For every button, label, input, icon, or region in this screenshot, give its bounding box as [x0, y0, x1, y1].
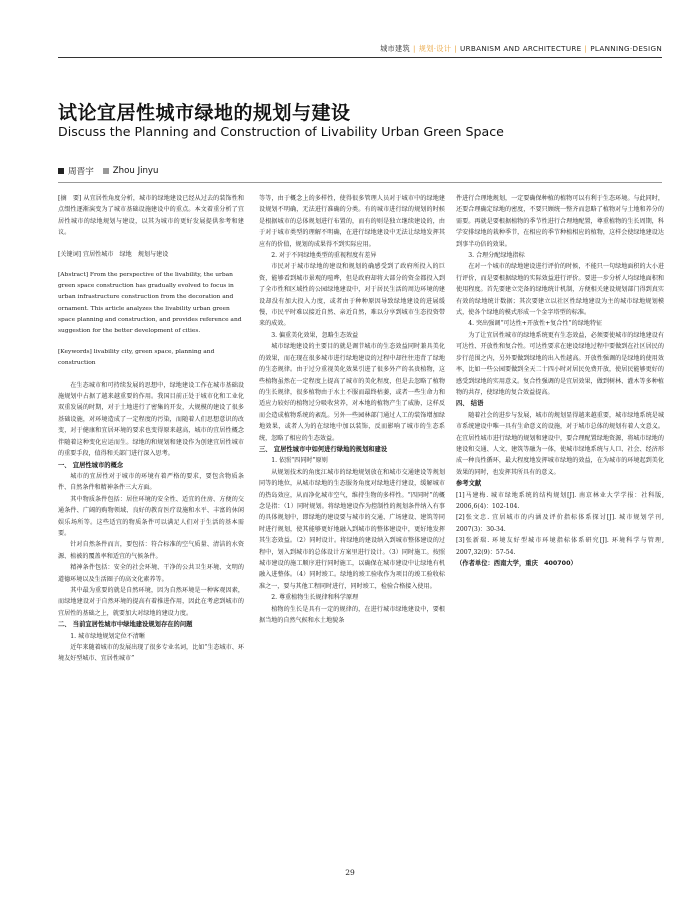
- article-title-cn: 试论宜居性城市绿地的规划与建设: [58, 102, 351, 124]
- section-heading: 三、 宜居性城市中如何进行绿地的规划和建设: [259, 445, 388, 453]
- sub-heading: 1. 城市绿地规划定位不清晰: [70, 632, 145, 640]
- header-subsection-cn: 规划·设计: [418, 44, 452, 53]
- sub-heading: 3. 合理分配绿地指标: [468, 252, 525, 260]
- intro-paragraph: 在生态城市和可持续发展的思想中，绿地建设工作在城市基础设施规划中占据了越来越重要的作用。我国目前正处于城市化和工业化双重发展的时期，对于土地进行了密集的开发，大规模的建设了很多基础设施，对环境造成了一定程度的污染，而随着人们思想意识的改变，对于健康和宜居环境的要求也变得原来越高，城市的宜居性概念伴随着这种变化应运而生。绿地的和规划和建设作为创建宜居性城市的重要手段，值得和关部门进行深入思考。: [58, 381, 244, 458]
- references-heading: 参考文献: [456, 480, 482, 488]
- body-paragraph: 等等，由于概念上的多样性，使得很多管理人员对于城市中的绿地建设规划不明确，无法进行准确的分类。有的城市进行绿的规划的时候是根据城市的总体规划进行布置的，而有的则是独立继续建设的，由于对于城市类型的理解不明确，在进行绿地建设中无法让绿地发挥其应有的价值，规划的成果得不到实际应用。: [259, 195, 445, 248]
- header-separator: |: [413, 44, 416, 53]
- keywords-cn: [关键词] 宜居性城市 绿地 规划与建设: [58, 250, 169, 258]
- reference-item: [2]张文忠. 宜居城市的内涵及评价指标体系探讨[J]. 城市规划学刊, 2007(3)：30-34.: [456, 514, 664, 533]
- sub-heading: 2. 对于不同绿地类型的重视程度有差异: [271, 252, 377, 260]
- section-heading: 二、 当前宜居性城市中绿地建设规划存在的问题: [58, 621, 193, 629]
- square-bullet-icon: [58, 168, 64, 174]
- body-paragraph: 其中物质条件包括：居住环境的安全性、适宜的住房、方便的交通条件、广阔的购物领域、良好的教育医疗设施和水平、丰富的休闲娱乐场所等。这些适宜的物质条件可以满足人们对于生活的基本需要。: [58, 495, 244, 537]
- body-paragraph: 城市绿地建设的主要目的就是调节城市的生态效益同时兼具美化的效果，而在现在很多城市进行绿地建设的过程中却往往违背了绿地的生态规律。由于过分重视美化效果引进了很多外产的名贵植物，这些植物虽然在一定程度上提高了城市的美化程度，但是去忽略了植物的生长规律，很多植物由于水土不服而最终枯萎，或者一些生命力和适应力较好的植物过分吸收营养，对本地的植物产生了威胁，这样反而会造成植物系统的紊乱。另外一些园林部门通过人工的装饰增加绿地效果，或者人为的在绿地中加以装饰，反而影响了城市的生态系统，忽略了相应的生态效益。: [259, 343, 445, 442]
- body-paragraph: 近年来随着城市的发展出现了很多专业名词，比如“生态城市、环境友好型城市、宜居性城市”: [58, 644, 244, 663]
- body-paragraph: 精神条件包括：安全的社会环境、干净的公共卫生环境、文明的道德环境以及生活圈子的高文化素养等。: [58, 564, 244, 583]
- body-paragraph: 城市的宜居性对于城市的环境有着严格的要求，要包含物质条件、自然条件和精神条件三大方面。: [58, 472, 244, 492]
- sub-heading: 3. 偏重美化效果，忽略生态效益: [271, 331, 359, 339]
- text-column-1: [58, 193, 244, 665]
- reference-item: [3]张新瑞. 环境友好型城市环境指标体系研究[J]. 环境科学与管理, 2007,32(9)：57-54.: [456, 537, 664, 556]
- header-section-en: URBANISM AND ARCHITECTURE: [460, 44, 582, 53]
- article-title-en: Discuss the Planning and Construction of Livability Urban Green Space: [58, 124, 504, 139]
- keywords-en: [Keywords] livability city, green space, planning and construction: [58, 349, 215, 367]
- running-header: [380, 44, 662, 54]
- sub-heading: 2. 尊重植物生长规律和科学原理: [271, 594, 359, 602]
- header-separator: |: [584, 44, 588, 53]
- abstract-cn: [摘 要] 从宜居性角度分析，城市的绿地建设已经从过去的装饰性和点缀性逐渐演变为了城市基础设施建设中的重点。本文着重分析了宜居性城市的绿地规划与建设，以其为城市的更好发展提供参考和建议。: [58, 195, 244, 237]
- body-paragraph: 为了让宜居性城市的绿地系统更有生态效益，必须要使城市的绿地建设有可达性、开放性和复合性。可达性要求在建设绿地过程中要做到在社区居民的步行范围之内，另外要做到绿地的出入性越高。开放性强调的是绿地的使用效率，比如一些公园要做到全天二十四小时对居民免费开放，使居民能够更好的感受到绿地的实用意义。复合性强调的是宜居效果，做到树林、灌木等多种植物的共存，使绿地的复合效益提高。: [456, 331, 664, 396]
- author-name-en: Zhou Jinyu: [112, 166, 159, 176]
- body-paragraph: 随着社会的进步与发展，城市的规划显得越来越重要，城市绿地系统是城市系统建设中唯一具有生命意义的设施，对于城市总体的规划有着人文意义。在宜居性城市进行绿地的规划和建设中，要合理配置绿地资源，将城市绿地的建设和交通、人文、建筑等融为一体，使城市绿地系统与人口、社会、经济形成一种良性循环，最大程度地发挥城市绿地的效益，在为城市的环境起到美化效果的同时，也发挥其所具有的意义。: [456, 411, 664, 476]
- reference-item: [1]马建梅. 城市绿地系统的结构规划[J]. 南京林业大学学报：社科版, 2006,6(4)：102-104.: [456, 491, 664, 510]
- header-rule: [58, 57, 662, 58]
- page-number: 29: [345, 868, 355, 877]
- title-rule: [58, 182, 662, 183]
- body-paragraph: 件进行合理地规划，一定要确保种植的植物可以有利于生态环境。与此同时，还要合理确定绿地的密度，不要只顾统一整齐而忽略了植物对与土地和养分的需要。再就是要根据植物的季节性进行合理地配置，尊重植物的生长周期，科学安排绿地的栽种季节，在相应的季节种植相应的植物，这样会使绿地建设达到事半功倍的效果。: [456, 195, 664, 248]
- sub-heading: 4. 突出强调“可达性+开放性+复合性”的绿地特征: [468, 320, 603, 328]
- author-affiliation: （作者单位：西南大学，重庆 400700）: [456, 560, 577, 567]
- body-paragraph: 在对一个城市的绿地建设进行评价的时候，不能只一句绿地面积的大小进行评价，而是要根据绿地的实际效益进行评价。要进一步分析人均绿地面积和使用程度。首先要建立完备的绿地统计机制，方便相关建设规划部门得到真实有效的绿地统计数据；其次要建立以社区性绿地建设为主的城市绿地规划模式，使各个绿地的模式形成一个金字塔型的标准。: [456, 263, 664, 317]
- body-paragraph: 市民对于城市绿地的建设和规划的确感受到了政府所投入的巨资，能够看到城市景观的喧哗，但是政府却将大部分的资金都投入到了全市性和区域性的公园绿地建设中，对于居民生活的周边环境的建设却没有加大投入力度，或者由于种种原因导致绿地建设的进展缓慢，市民平时难以接近自然、亲近自然，难以分享到城市生态投资带来的成效。: [259, 263, 445, 328]
- references: [456, 478, 664, 558]
- author-name-cn: 周晋宇: [68, 167, 94, 177]
- header-separator: |: [454, 44, 458, 53]
- body-paragraph: 针对自然条件而言，要包括：符合标准的空气质量、清洁的水资源、植被的覆盖率和适宜的气候条件。: [58, 541, 244, 560]
- sub-heading: 1. 依照“四同时”原则: [271, 457, 328, 465]
- header-subsection-en: PLANNING·DESIGN: [590, 44, 662, 53]
- abstract-en: [Abstract] From the perspective of the livability, the urban green space construction has gradually evolved to focus in urban infrastructure construction from the decoration and ornament. This article analyzes the livability urban green space planning and construction, and provides reference and suggestion for the better development of cities.: [58, 272, 242, 335]
- text-column-3: [456, 193, 664, 569]
- body-paragraph: 其中最为重要的就是自然环境，因为自然环境是一种客观因素，而绿地建设对于自然环境的提高有着推进作用，因此在考虑到城市的宜居性的基础之上，就要加大对绿地的建设力度。: [58, 586, 244, 617]
- body-paragraph: 从规划技术的角度江城市的绿地规划放在和城市交通建设等规划同等的地位，从城市绿地的生态服务角度对绿地进行建设，缓解城市的热岛效应，从而净化城市空气，维持生物的多样性。“四同时”的概念是指：（1）同时规划。将绿地建设作为控制性的规划条件纳入有事的具体规划中，即绿地的建设要与城市的交通、广场建设、建筑等同时进行规划，使其能够更好地融入到城市的整体建设中，更好地发挥其生态效益。（2）同时设计。将绿地的建设纳入到城市整体建设的过程中，划入到城市的总体设计方案里进行设计。（3）同时施工。按照城市建设的施工顺序进行同时施工，以确保在城市建设中让绿地有机融入进整体。（4）同时竣工。绿地的竣工验收作为项目的竣工验收标准之一，要与其他工程同时进行，同时竣工，检验合格接入使用。: [259, 468, 445, 590]
- text-column-2: [259, 193, 445, 626]
- square-bullet-icon: [103, 168, 109, 174]
- body-paragraph: 植物的生长是具有一定的规律的，在进行城市绿地建设中，要根据当地的自然气候和水土地貌条: [259, 605, 445, 625]
- section-heading: 四、 结语: [456, 400, 484, 408]
- section-heading: 一、 宜居性城市的概念: [58, 461, 124, 469]
- author-line: [58, 165, 160, 177]
- header-section-cn: 城市建筑: [380, 44, 411, 53]
